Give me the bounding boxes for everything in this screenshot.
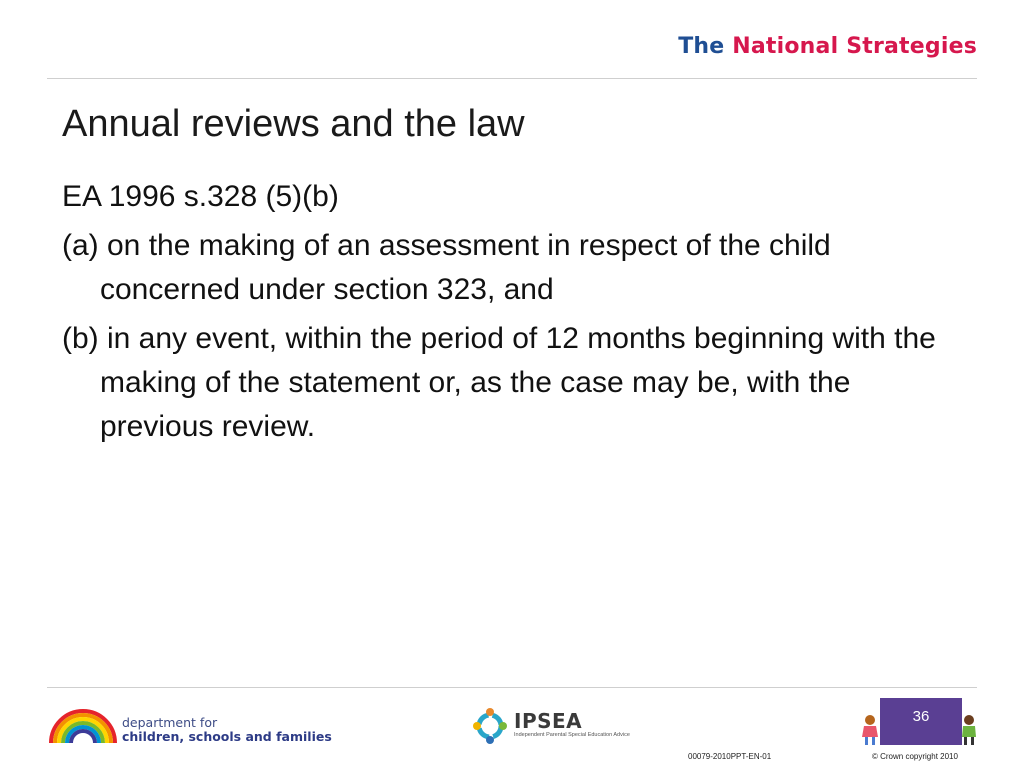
ipsea-logo (470, 706, 670, 746)
dcsf-line2: children, schools and families (122, 729, 332, 744)
top-divider (47, 78, 977, 79)
document-reference: 00079-2010PPT-EN-01 (688, 752, 772, 761)
brand-name: National Strategies (732, 34, 977, 59)
rainbow-icon (48, 707, 118, 745)
child-figure-left-icon (858, 713, 882, 747)
slide-title: Annual reviews and the law (62, 103, 525, 145)
dcsf-logo (48, 707, 332, 747)
slide-body (62, 175, 962, 454)
body-paragraph: (a) on the making of an assessment in respect of the child concerned under section 323, and (62, 229, 831, 306)
bottom-divider (47, 687, 977, 688)
child-figure-right-icon (958, 713, 980, 747)
slide-number: 36 (912, 708, 930, 725)
copyright-notice: © Crown copyright 2010 (872, 752, 958, 761)
dcsf-line1: department for (122, 715, 218, 730)
slide-number-box (880, 698, 962, 745)
body-paragraph: EA 1996 s.328 (5)(b) (62, 180, 339, 213)
ipsea-tagline: Independent Parental Special Education Advice (514, 732, 630, 738)
dcsf-wordmark (122, 716, 332, 744)
brand-the: The (678, 34, 725, 59)
ipsea-emblem-icon (470, 706, 510, 746)
ipsea-name: IPSEA (514, 709, 583, 733)
national-strategies-logo (678, 34, 977, 59)
body-paragraph: (b) in any event, within the period of 12 months beginning with the making of the statement or, as the case may be, with the previous review. (62, 322, 936, 443)
